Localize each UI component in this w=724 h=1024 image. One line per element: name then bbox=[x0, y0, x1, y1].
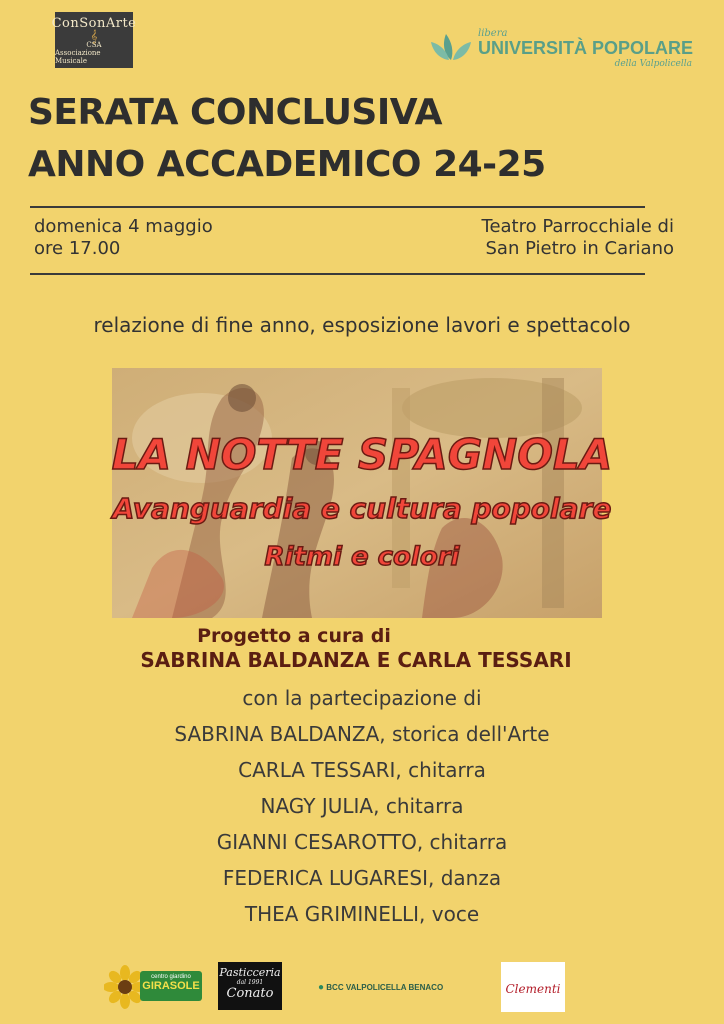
logo-universita-name: UNIVERSITÀ POPOLARE bbox=[478, 38, 694, 58]
logo-valpolicella-text: della Valpolicella bbox=[614, 59, 692, 69]
conato-line-1: Pasticceria bbox=[219, 966, 281, 979]
consonarte-logo-subtitle: Associazione Musicale bbox=[55, 48, 101, 65]
participant-item: CARLA TESSARI, chitarra bbox=[238, 758, 486, 782]
participant-item: GIANNI CESAROTTO, chitarra bbox=[216, 830, 508, 854]
sponsor-bcc-logo bbox=[318, 982, 443, 993]
participant-item: NAGY JULIA, chitarra bbox=[260, 794, 464, 818]
participants-intro: con la partecipazione di bbox=[242, 686, 482, 710]
title-line-2: ANNO ACCADEMICO 24-25 bbox=[28, 144, 546, 185]
leaf-icon bbox=[430, 32, 472, 62]
show-subtitle-2: Ritmi e colori bbox=[264, 542, 460, 572]
event-description: relazione di fine anno, esposizione lavori e spettacolo bbox=[93, 313, 631, 337]
participant-item: SABRINA BALDANZA, storica dell'Arte bbox=[174, 722, 550, 746]
divider-top bbox=[30, 206, 645, 208]
girasole-badge bbox=[140, 971, 202, 1001]
event-date-block bbox=[34, 216, 213, 260]
show-title: LA NOTTE SPAGNOLA bbox=[111, 430, 613, 479]
bcc-name: BCC VALPOLICELLA BENACO bbox=[326, 983, 444, 992]
project-label: Progetto a cura di bbox=[197, 625, 391, 647]
sponsor-conato-logo bbox=[218, 962, 282, 1010]
universita-popolare-logo bbox=[430, 28, 692, 74]
event-date: domenica 4 maggio bbox=[34, 216, 213, 237]
bcc-icon: ● bbox=[318, 982, 325, 993]
consonarte-logo bbox=[51, 12, 137, 68]
event-venue-line-1: Teatro Parrocchiale di bbox=[481, 216, 674, 237]
event-time: ore 17.00 bbox=[34, 238, 121, 259]
treble-clef-icon: 𝄞 bbox=[90, 28, 98, 43]
divider-bottom bbox=[30, 273, 645, 275]
event-venue-line-2: San Pietro in Cariano bbox=[485, 238, 674, 259]
sponsor-clementi-logo bbox=[501, 962, 565, 1012]
show-subtitle-1: Avanguardia e cultura popolare bbox=[112, 492, 612, 525]
project-curators: SABRINA BALDANZA E CARLA TESSARI bbox=[140, 648, 572, 672]
participant-item: THEA GRIMINELLI, voce bbox=[244, 902, 480, 926]
title-line-1: SERATA CONCLUSIVA bbox=[28, 92, 443, 133]
conato-line-3: Conato bbox=[226, 986, 274, 1001]
sponsor-girasole-logo bbox=[104, 965, 204, 1009]
girasole-small-text: centro giardino bbox=[151, 974, 191, 980]
participant-item: FEDERICA LUGARESI, danza bbox=[222, 866, 502, 890]
logo-libera-text: libera bbox=[478, 28, 508, 39]
event-venue-block bbox=[482, 216, 674, 260]
consonarte-logo-name: ConSonArte bbox=[51, 15, 137, 31]
consonarte-logo-abbr: CSA bbox=[86, 40, 102, 49]
girasole-name: GIRASOLE bbox=[142, 980, 200, 992]
conato-line-2: dal 1991 bbox=[236, 979, 264, 986]
clementi-name: Clementi bbox=[505, 982, 561, 996]
